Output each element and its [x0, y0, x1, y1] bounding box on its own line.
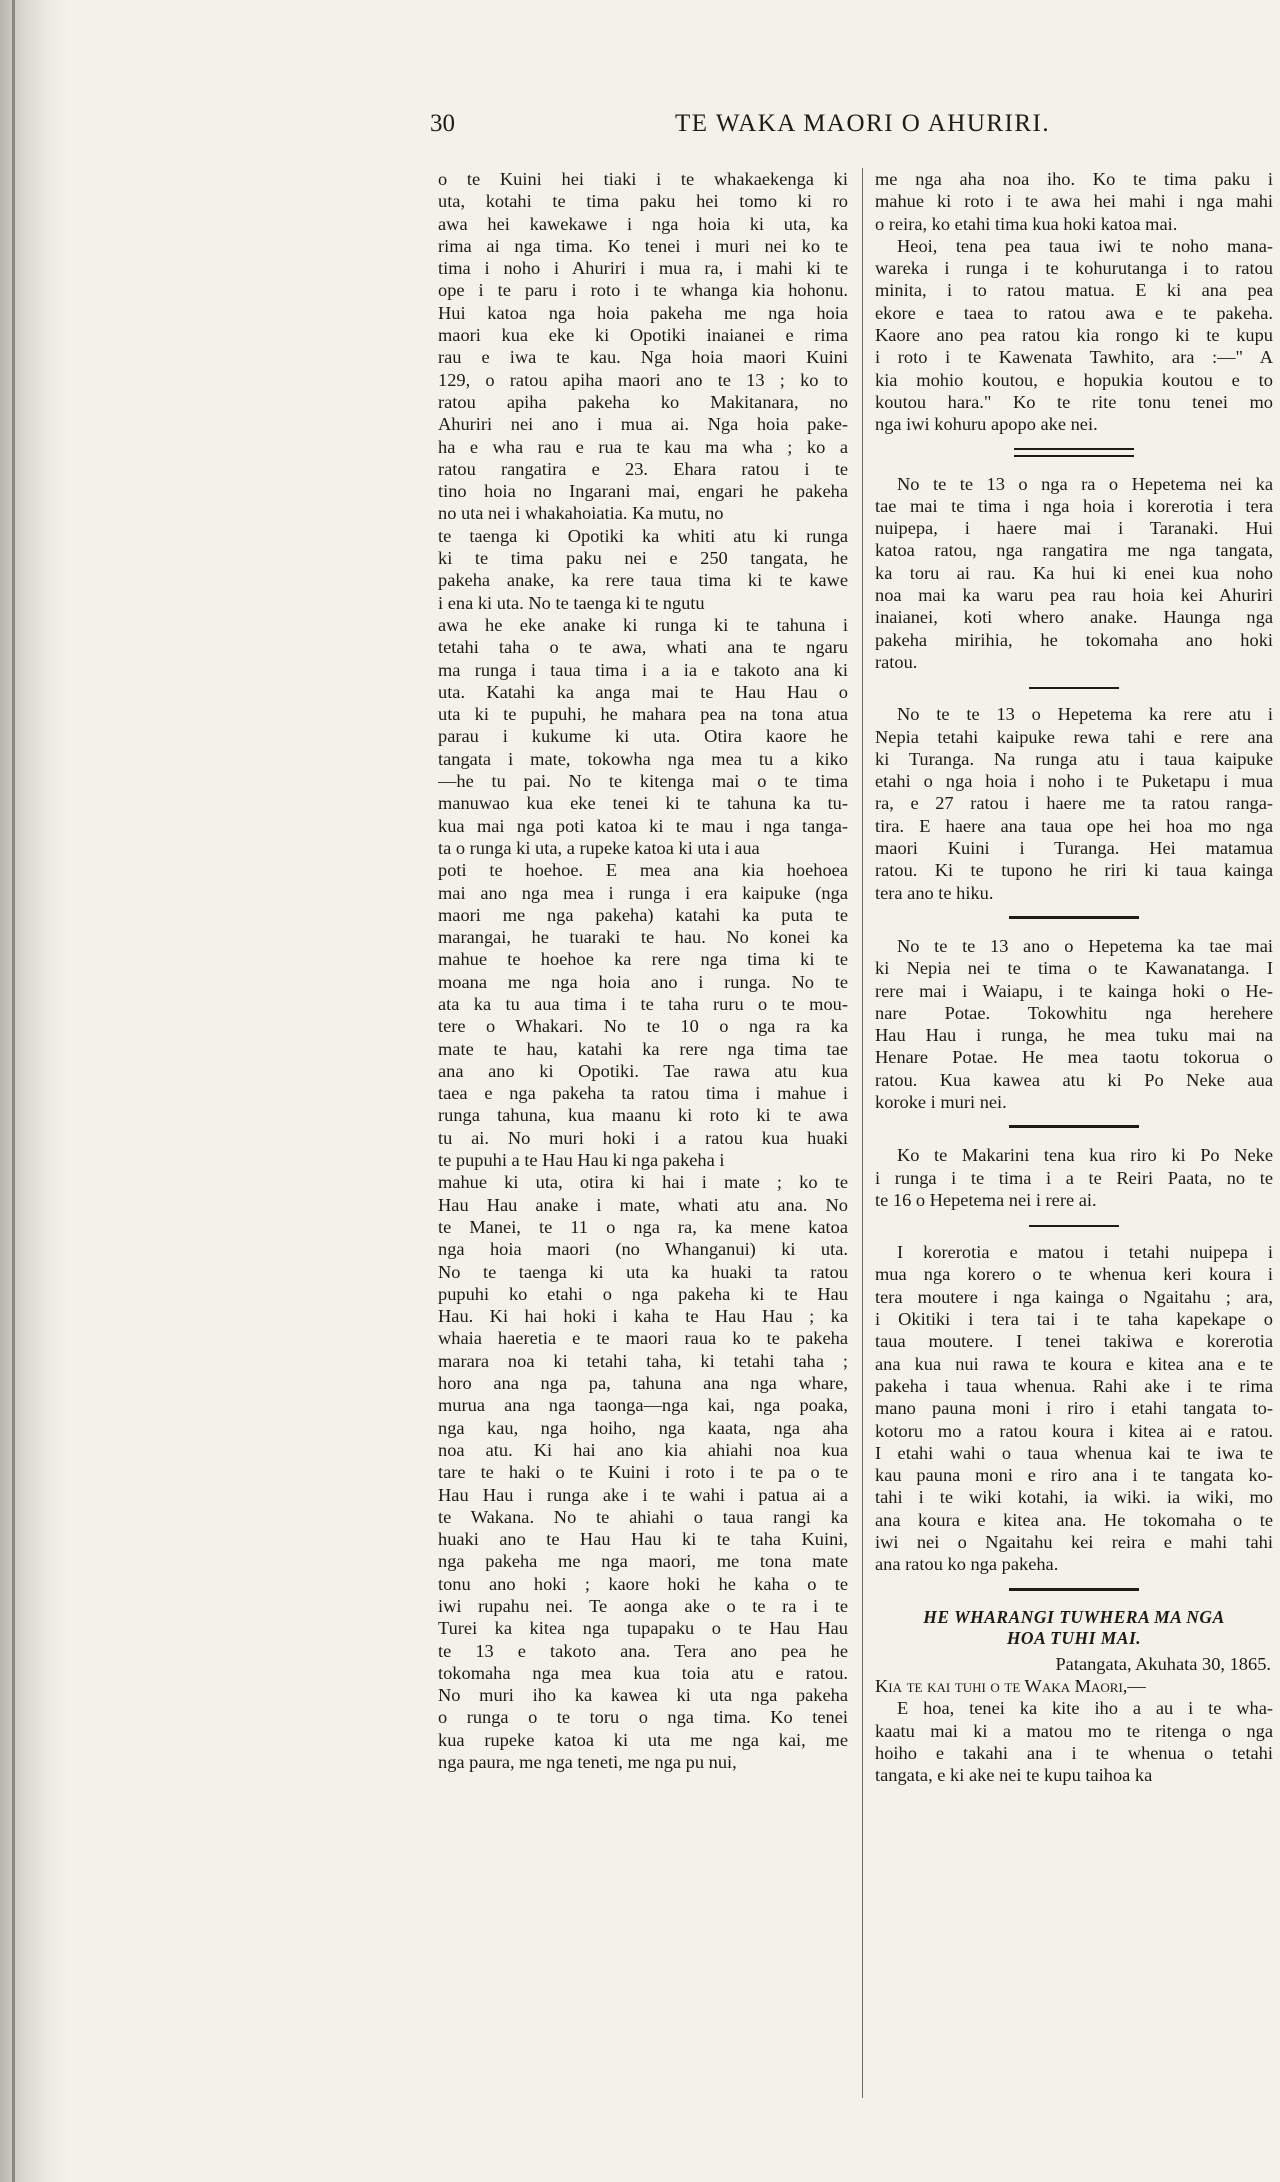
text-line: ma runga i taua tima i a ia e takoto ana ki — [438, 659, 848, 680]
text-line: minita, i to ratou matua. E ki ana pea — [875, 280, 1273, 301]
text-line: tangata, e ki ake nei te kupu taihoa ka — [875, 1765, 1153, 1786]
text-line: pakeha i taua whenua. Rahi ake i te rima — [875, 1375, 1273, 1396]
text-line: whaia haeretia e te maori raua ko te pakeha — [438, 1328, 848, 1349]
text-line: koroke i muri nei. — [875, 1091, 1007, 1112]
text-line: Nepia tetahi kaipuke rewa tahi e rere ana — [875, 726, 1273, 747]
text-line: te Manei, te 11 o nga ra, ka mene katoa — [438, 1216, 848, 1237]
text-line: noa mai ka waru pea rau hoia kei Ahuriri — [875, 585, 1273, 606]
text-line: Hau Hau i runga, he mea tuku mai na — [875, 1025, 1273, 1046]
text-line: noa atu. Ki hai ano kia ahiahi noa kua — [438, 1439, 848, 1460]
text-line: moana me nga hoia ano i runga. No te — [438, 971, 848, 992]
item-separator — [1009, 1125, 1139, 1132]
letters-heading-line-1: HE WHARANGI TUWHERA MA NGA — [923, 1606, 1225, 1627]
text-line: marangai, he tuaraki te hau. No konei ka — [438, 927, 848, 948]
text-line: mua nga korero o te whenua keri koura i — [875, 1264, 1273, 1285]
text-line: Heoi, tena pea taua iwi te noho mana- — [897, 235, 1273, 256]
text-line: kua rupeke katoa ki uta me nga kai, me — [438, 1729, 848, 1750]
text-line: ki te tima paku nei e 250 tangata, he — [438, 548, 848, 569]
text-line: tera ano te hiku. — [875, 882, 994, 903]
text-line: iwi rupahu nei. Te aonga ake o te ra i te — [438, 1596, 848, 1616]
text-line: nuipepa, i haere mai i Taranaki. Hui — [875, 518, 1273, 539]
text-line: marara noa ki tetahi taha, ki tetahi taha ; — [438, 1350, 848, 1371]
scan-binding-shadow — [12, 0, 15, 2182]
text-line: E hoa, tenei ka kite iho a au i te wha- — [897, 1698, 1273, 1719]
text-line: te 13 e takoto ana. Tera ano pea he — [438, 1640, 848, 1661]
column-divider — [862, 168, 863, 2098]
text-line: ata ka tu aua tima i te taha ruru o te mou- — [438, 993, 848, 1014]
text-line: tira. E haere ana taua ope hei hoa mo nga — [875, 815, 1273, 836]
text-line: i roto i te Kawenata Tawhito, ara :—" A — [875, 347, 1273, 368]
text-line: tetahi taha o te awa, whati ana te ngaru — [438, 637, 848, 658]
text-line: nga iwi kohuru apopo ake nei. — [875, 414, 1098, 435]
text-line: i runga i te tima i a te Reiri Paata, no te — [875, 1167, 1273, 1188]
text-line: mate te hau, katahi ka rere nga tima tae — [438, 1038, 848, 1059]
text-line: etahi o nga hoia i noho i te Puketapu i mua — [875, 771, 1273, 792]
text-line: nga paura, me nga teneti, me nga pu nui, — [438, 1752, 737, 1773]
text-line: nga kau, nga hoiho, nga kaata, nga aha — [438, 1417, 848, 1438]
text-line: te taenga ki Opotiki ka whiti atu ki runga — [438, 525, 848, 546]
text-line: Hau. Ki hai hoki i kaha te Hau Hau ; ka — [438, 1306, 848, 1327]
text-line: kaatu mai ki a matou mo te ritenga o nga — [875, 1720, 1273, 1741]
text-line: ratou. — [875, 651, 918, 672]
text-line: mahue ki uta, otira ki hai i mate ; ko te — [438, 1172, 848, 1193]
scan-binding-edge — [0, 0, 70, 2182]
text-line: no uta nei i whakahoiatia. Ka mutu, no — [438, 503, 724, 524]
text-line: pupuhi ko etahi o nga pakeha ki te Hau — [438, 1283, 848, 1304]
text-line: Henare Potae. He mea taotu tokorua o — [875, 1047, 1273, 1068]
text-line: tima i noho i Ahuriri i mua ra, i mahi ki te — [438, 258, 848, 279]
text-line: rere mai i Waiapu, i te kainga hoki o He- — [875, 980, 1273, 1001]
text-line: ha e wha rau e rua te kau ma wha ; ko a — [438, 436, 848, 457]
text-line: tokomaha nga mea kua toia atu e ratou. — [438, 1662, 848, 1683]
text-line: kia mohio koutou, e hopukia koutou e to — [875, 369, 1273, 390]
letter-body — [875, 1697, 1273, 1786]
text-line: murua ana nga taonga—nga kai, nga poaka, — [438, 1395, 848, 1416]
letters-heading-line-2: HOA TUHI MAI. — [1006, 1627, 1142, 1648]
letter-dateline: Patangata, Akuhata 30, 1865. — [1055, 1653, 1271, 1674]
text-line: maori Kuini i Turanga. Hei matamua — [875, 838, 1273, 859]
text-line: ope i te paru i roto i te whanga kia hohonu. — [438, 280, 848, 301]
text-line: ana koura e kitea ana. He tokomaha o te — [875, 1509, 1273, 1530]
text-line: Ahuriri nei ano i mua ai. Nga hoia pake- — [438, 414, 848, 435]
text-line: rima ai nga tima. Ko tenei i muri nei ko te — [438, 235, 848, 256]
text-line: taua moutere. I tenei takiwa e korerotia — [875, 1331, 1273, 1352]
text-line: rau e iwa te kau. Nga hoia maori Kuini — [438, 347, 848, 368]
text-line: hoiho e takahi ana i te whenua o tetahi — [875, 1742, 1273, 1763]
text-line: ra, e 27 ratou i haere me ta ratou ranga- — [875, 793, 1273, 814]
text-line: No te te 13 ano o Hepetema ka tae mai — [897, 935, 1273, 956]
text-line: No te taenga ki uta ka huaki ta ratou — [438, 1261, 848, 1282]
text-line: pakeha mirihia, he tokomaha ano hoki — [875, 629, 1273, 650]
text-line: kotoru mo a ratou koura i kitea ai e ratou. — [875, 1420, 1273, 1441]
item-separator — [1009, 916, 1139, 923]
text-line: ratou. Kua kawea atu ki Po Neke aua — [875, 1069, 1273, 1090]
text-line: poti te hoehoe. E mea ana kia hoehoea — [438, 860, 848, 881]
text-line: tonu ano hoki ; kaore hoki he kaha o te — [438, 1573, 848, 1594]
text-line: ki Turanga. Na runga atu i taua kaipuke — [875, 748, 1273, 769]
text-line: te pupuhi a te Hau Hau ki nga pakeha i — [438, 1150, 725, 1171]
text-line: ana kua nui rawa te koura e kitea ana e te — [875, 1353, 1273, 1374]
text-line: kua mai nga poti katoa ki te mau i nga tanga- — [438, 815, 848, 836]
page-number: 30 — [430, 110, 455, 137]
text-line: wareka i runga i te kohurutanga i to ratou — [875, 258, 1273, 279]
article-continuation — [875, 168, 1273, 436]
text-line: ratou rangatira e 23. Ehara ratou i te — [438, 458, 848, 479]
text-line: ta o runga ki uta, a rupeke katoa ki uta i aua — [438, 837, 760, 858]
text-line: ratou apiha pakeha ko Makitanara, no — [438, 391, 848, 412]
text-line: katoa ratou, nga rangatira me nga tangata, — [875, 540, 1273, 561]
text-line: maori me nga pakeha) katahi ka puta te — [438, 904, 848, 925]
text-line: tae mai te tima i nga hoia i korerotia i tera — [875, 495, 1273, 516]
text-line: ki Nepia nei te tima o te Kawanatanga. I — [875, 958, 1273, 979]
text-line: Kaore ano pea ratou kia rongo ki te kupu — [875, 325, 1273, 346]
text-line: runga tahuna, kua maanu ki roto ki te awa — [438, 1105, 848, 1126]
text-line: horo ana nga pa, tahuna ana nga whare, — [438, 1373, 848, 1394]
page-header — [430, 110, 1275, 144]
text-line: mai ano nga mea i runga i era kaipuke (nga — [438, 882, 848, 903]
text-line: I etahi wahi o taua whenua kai te iwa te — [875, 1442, 1273, 1463]
text-line: iwi nei o Ngaitahu kei reira e mahi tahi — [875, 1532, 1273, 1553]
text-line: o te Kuini hei tiaki i te whakaekenga ki — [438, 169, 848, 189]
newspaper-masthead: TE WAKA MAORI O AHURIRI. — [675, 110, 1051, 137]
text-line: i Okitiki i tera tai i te taha kapekape o — [875, 1309, 1273, 1330]
text-line: tu ai. No muri hoki i a ratou kua huaki — [438, 1127, 848, 1148]
item-separator — [1029, 687, 1119, 689]
text-line: Hau Hau anake i mate, whati atu ana. No — [438, 1194, 848, 1215]
news-item-makarini — [875, 1144, 1273, 1211]
text-line: No te te 13 o Hepetema ka rere atu i — [897, 704, 1273, 725]
text-line: pakeha anake, ka rere taua tima ki te kawe — [438, 570, 848, 591]
text-line: koutou hara." Ko te rite tonu tenei mo — [875, 391, 1273, 412]
section-separator-heavy — [1009, 1588, 1139, 1595]
news-item-gold-fields — [875, 1241, 1273, 1575]
news-item-turanga-steamer — [875, 703, 1273, 904]
text-line: nga pakeha me nga maori, me tona mate — [438, 1551, 848, 1572]
text-line: tangata i mate, tokowha nga mea tu a kiko — [438, 748, 848, 769]
text-line: o reira, ko etahi tima kua hoki katoa mai. — [875, 213, 1178, 234]
text-line: i ena ki uta. No te taenga ki te ngutu — [438, 592, 705, 613]
news-item-government-steamer — [875, 935, 1273, 1113]
letters-section-heading — [875, 1607, 1273, 1649]
item-separator — [1029, 1225, 1119, 1227]
text-line: Ko te Makarini tena kua riro ki Po Neke — [897, 1145, 1273, 1166]
text-line: o runga o te toru o nga tima. Ko tenei — [438, 1707, 848, 1728]
text-line: I korerotia e matou i tetahi nuipepa i — [897, 1242, 1273, 1263]
text-line: tare te haki o te Kuini i roto i te pa o te — [438, 1462, 848, 1483]
text-line: me nga aha noa iho. Ko te tima paku i — [875, 169, 1273, 189]
text-line: 129, o ratou apiha maori ano te 13 ; ko to — [438, 369, 848, 390]
text-line: mahue ki roto i te awa hei mahi i nga mahi — [875, 191, 1273, 212]
text-line: ratou. Ki te tupono he riri ki taua kainga — [875, 860, 1273, 881]
text-line: tino hoia no Ingarani mai, engari he pakeha — [438, 481, 848, 502]
right-column — [875, 168, 1273, 1786]
text-line: ana ano ki Opotiki. Tae rawa atu kua — [438, 1060, 848, 1081]
text-line: inaianei, koti whero anake. Haunga nga — [875, 607, 1273, 628]
section-separator-double — [1014, 448, 1134, 457]
news-item-taranaki-troops — [875, 473, 1273, 674]
text-line: No te te 13 o nga ra o Hepetema nei ka — [897, 473, 1273, 494]
text-line: No muri iho ka kawea ki uta nga pakeha — [438, 1685, 848, 1706]
text-line: huaki ano te Hau Hau ki te taha Kuini, — [438, 1529, 848, 1550]
text-line: nga hoia maori (no Whanganui) ki uta. — [438, 1239, 848, 1260]
text-line: awa hei kawekawe i nga hoia ki uta, ka — [438, 213, 848, 234]
text-line: nare Potae. Tokowhitu nga herehere — [875, 1002, 1273, 1023]
text-line: ka toru ai rau. Ka hui ki enei kua noho — [875, 562, 1273, 583]
text-line: maori kua eke ki Opotiki inaianei e rima — [438, 325, 848, 346]
text-line: mano pauna moni i riro i etahi tangata to- — [875, 1398, 1273, 1419]
text-line: uta, kotahi te tima paku hei tomo ki ro — [438, 191, 848, 212]
text-line: Turei ka kitea nga tupapaku o te Hau Hau — [438, 1618, 848, 1639]
text-line: uta. Katahi ka anga mai te Hau Hau o — [438, 681, 848, 702]
text-line: uta ki te pupuhi, he mahara pea na tona atua — [438, 704, 848, 725]
text-line: tahi i te wiki kotahi, ia wiki. ia wiki, mo — [875, 1487, 1273, 1508]
text-line: taea e nga pakeha ta ratou tima i mahue i — [438, 1083, 848, 1104]
text-line: ekore e taea to ratou awa e te pakeha. — [875, 302, 1273, 323]
text-line: te 16 o Hepetema nei i rere ai. — [875, 1189, 1097, 1210]
text-line: mahue te hoehoe ka rere nga tima ki te — [438, 949, 848, 970]
text-line: —he tu pai. No te kitenga mai o te tima — [438, 771, 848, 792]
text-line: Hui katoa nga hoia pakeha me nga hoia — [438, 302, 848, 323]
text-line: manuwao kua eke tenei ki te tahuna ka tu- — [438, 793, 848, 814]
text-line: awa he eke anake ki runga ki te tahuna i — [438, 614, 848, 635]
left-column — [438, 168, 848, 1773]
text-line: tere o Whakari. No te 10 o nga ra ka — [438, 1016, 848, 1037]
text-line: ana ratou ko nga pakeha. — [875, 1554, 1059, 1575]
text-line: te Wakana. No te ahiahi o taua rangi ka — [438, 1506, 848, 1527]
text-line: kau pauna moni e riro ana i te tangata ko- — [875, 1465, 1273, 1486]
text-line: Hau Hau i runga ake i te wahi i patua ai a — [438, 1484, 848, 1505]
text-line: tera moutere i nga kainga o Ngaitahu ; ara, — [875, 1286, 1273, 1307]
text-line: parau i kukume ki uta. Otira kaore he — [438, 726, 848, 747]
letter-salutation: Kia te kai tuhi o te Waka Maori,— — [875, 1675, 1146, 1696]
